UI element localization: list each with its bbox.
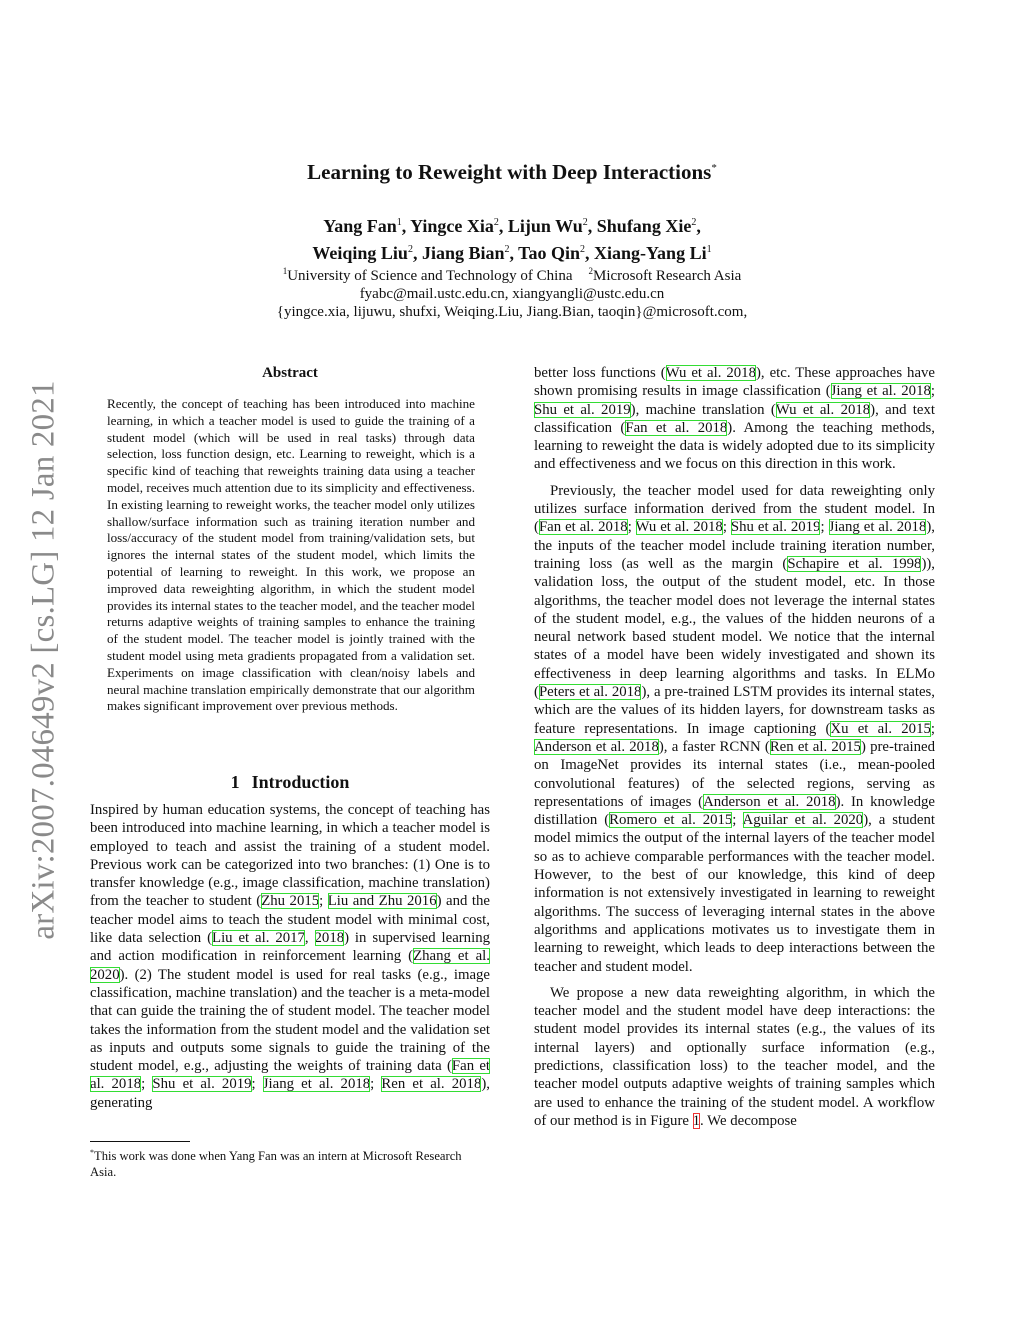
citation-link[interactable]: Shu et al. 2019 bbox=[152, 1076, 252, 1093]
citation-link[interactable]: Ren et al. 2018 bbox=[381, 1076, 482, 1093]
section-number: 1 bbox=[230, 772, 240, 792]
author-list bbox=[0, 211, 1024, 265]
intro-left-column bbox=[90, 801, 490, 1112]
author-name: Yang Fan bbox=[323, 216, 397, 236]
text-run: ), machine translation ( bbox=[630, 401, 776, 418]
intro-paragraph bbox=[90, 801, 490, 1112]
affil-1-name: University of Science and Technology of China bbox=[287, 268, 573, 284]
citation-link[interactable]: Jiang et al. 2018 bbox=[830, 383, 931, 400]
citation-link[interactable]: Romero et al. 2015 bbox=[609, 812, 733, 829]
text-run: ), a faster RCNN ( bbox=[658, 738, 770, 755]
citation-link[interactable]: Jiang et al. 2018 bbox=[828, 519, 927, 536]
citation-link[interactable]: Shu et al. 2019 bbox=[534, 401, 631, 418]
footnote-mark: * bbox=[90, 1148, 94, 1157]
footnote bbox=[90, 1145, 490, 1180]
text-run: ; bbox=[930, 383, 935, 400]
email-line-2: {yingce.xia, lijuwu, shufxi, Weiqing.Liu, Jiang.Bian, taoqin}@microsoft.com, bbox=[276, 304, 748, 320]
author-affil-sup: 1 bbox=[396, 217, 402, 228]
citation-link[interactable]: Shu et al. 2019 bbox=[730, 519, 821, 536]
body-paragraph bbox=[534, 984, 935, 1130]
text-run: ; bbox=[820, 519, 829, 536]
text-run: ), etc. These approaches have shown promising results in image classification ( bbox=[534, 365, 935, 400]
author-name: Weiqing Liu bbox=[312, 243, 408, 263]
paper-title bbox=[0, 160, 1024, 185]
citation-link[interactable]: Zhu 2015 bbox=[261, 893, 320, 910]
author-affil-sup: 2 bbox=[407, 244, 413, 255]
text-run: ; bbox=[930, 720, 935, 737]
text-run: ; bbox=[370, 1076, 382, 1093]
citation-link[interactable]: Anderson et al. 2018 bbox=[534, 738, 659, 755]
author-name: Lijun Wu bbox=[507, 216, 583, 236]
body-paragraph bbox=[534, 364, 935, 474]
author-name: Tao Qin bbox=[518, 243, 581, 263]
author-affil-sup: 2 bbox=[691, 217, 697, 228]
abstract-body: Recently, the concept of teaching has been introduced into machine learning, in which a teacher model is used to guide the training of a student model (which will be used in real tasks) through data selection, loss function design, etc. Learning to reweight, which is a specific kind of teaching that reweights training data using a teacher model, receives much attention due to its simplicity and effectiveness. In existing learning to reweight works, the teacher model only utilizes shallow/surface information such as training iteration number and loss/accuracy of the student model from training/validation sets, but ignores the internal states of the student model, which limits the potential of learning to reweight. In this work, we propose an improved data reweighting algorithm, in which the student model provides its internal states to the teacher model, and the teacher model returns adaptive weights of training samples to enhance the training of the student model. The teacher model is jointly trained with the student model using meta gradients propagated from a validation set. Experiments on image classification with clean/noisy labels and neural machine translation empirically demonstrate that our algorithm makes significant improvement over previous methods. bbox=[107, 396, 475, 714]
title-mark: * bbox=[711, 162, 717, 174]
affil-2-sup: 2 bbox=[588, 266, 593, 276]
citation-link[interactable]: Liu and Zhu 2016 bbox=[327, 893, 437, 910]
citation-link[interactable]: Jiang et al. 2018 bbox=[262, 1076, 371, 1093]
text-run: ; bbox=[722, 519, 731, 536]
text-run: ), a student model mimics the output of the internal layers of the teacher model so as to achieve comparable performances with the teacher model. However, to the best of our knowledge, this kind of deep information is not extensively investigated in learning to reweight algorithms. The success of leveraging internal states in the above algorithms and applications motivates us to investigate them in learning to reweight, which leads to deep interactions between the teacher and student model. bbox=[534, 812, 935, 975]
arxiv-id: arXiv:2007.04649v2 [cs.LG] 12 Jan 2021 bbox=[25, 380, 62, 940]
footnote-rule bbox=[90, 1141, 190, 1142]
citation-link[interactable]: Fan et al. 2018 bbox=[625, 419, 728, 436]
text-run: ). (2) The student model is used for real tasks (e.g., image classification, machine translation) and the teacher is a meta-model that can guide the training the of student model. The teacher model takes the information from the student model and the validation set as inputs and outputs some signals to guide the training of the student model, e.g., adjusting the weights of training data ( bbox=[90, 966, 490, 1075]
affil-1-sup: 1 bbox=[282, 266, 288, 276]
text-run: ), the inputs of the teacher model include training iteration number, training loss (as well as the margin ( bbox=[534, 519, 935, 572]
intro-right-column bbox=[534, 364, 935, 1130]
author-name: Jiang Bian bbox=[421, 243, 505, 263]
section-heading bbox=[90, 772, 490, 793]
citation-link[interactable]: Wu et al. 2018 bbox=[775, 401, 871, 418]
author-line-2: Weiqing Liu$^2$, Jiang Bian$^2$, Tao Qin$^2$, Xiang-Yang Li$^1$ bbox=[312, 243, 712, 263]
text-run: better loss functions ( bbox=[534, 365, 666, 381]
affil-2-name: Microsoft Research Asia bbox=[592, 268, 742, 284]
author-affil-sup: 2 bbox=[580, 244, 586, 255]
author-affil-sup: 2 bbox=[582, 217, 588, 228]
text-run: We propose a new data reweighting algorithm, in which the teacher model and the student model have deep interactions: the student model provides its internal states (e.g., the values of its internal layers) and optionally surface information (e.g., predictions, classification loss) to the teacher model, and the teacher model outputs adaptive weights of training samples which are used to enhance the training of the student model. A workflow of our method is in Figure bbox=[534, 984, 935, 1129]
text-run: ; bbox=[627, 519, 636, 536]
citation-link[interactable]: Zhang et al. 2020 bbox=[90, 948, 490, 983]
author-affil-sup: 2 bbox=[493, 217, 499, 228]
author-name: Yingce Xia bbox=[410, 216, 494, 236]
citation-link[interactable]: Schapire et al. 1998 bbox=[787, 555, 922, 572]
text-run: Inspired by human education systems, the concept of teaching has been introduced into machine learning, in which a teacher model is employed to teach and assist the training of a student model. Previous work can be categorized into two branches: (1) One is to transfer knowledge (e.g., image classification, machine translation) from the teacher to student ( bbox=[90, 802, 490, 910]
citation-link[interactable]: Peters et al. 2018 bbox=[538, 684, 642, 701]
citation-link[interactable]: Anderson et al. 2018 bbox=[703, 793, 836, 810]
section-title: Introduction bbox=[251, 772, 350, 792]
body-paragraph bbox=[534, 482, 935, 976]
text-run: ; bbox=[251, 1076, 263, 1093]
author-name: Shufang Xie bbox=[596, 216, 692, 236]
citation-link[interactable]: Fan et al. 2018 bbox=[538, 519, 628, 536]
figure-ref-link[interactable]: 1 bbox=[692, 1112, 701, 1129]
text-run: ). In knowledge distillation ( bbox=[534, 793, 936, 829]
text-run: ), and text classification ( bbox=[534, 401, 935, 436]
text-run: , bbox=[304, 930, 315, 947]
citation-link[interactable]: Liu et al. 2017 bbox=[212, 930, 305, 947]
arxiv-watermark bbox=[14, 360, 74, 960]
text-run: ). Among the teaching methods, learning to reweight the data is widely adopted due to its simplicity and effectiveness and we focus on this direction in this work. bbox=[534, 419, 935, 473]
text-run: Previously, the teacher model used for data reweighting only utilizes surface information derived from the student model. In ( bbox=[534, 482, 935, 536]
email-line-1: fyabc@mail.ustc.edu.cn, xiangyangli@ustc.edu.cn bbox=[359, 286, 665, 302]
citation-link[interactable]: Xu et al. 2015 bbox=[830, 720, 931, 737]
text-run: ) in supervised learning and action modification in reinforcement learning ( bbox=[90, 930, 490, 965]
abstract-heading: Abstract bbox=[262, 365, 318, 381]
footnote-text: This work was done when Yang Fan was an intern at Microsoft Research Asia. bbox=[90, 1149, 462, 1179]
title-text: Learning to Reweight with Deep Interactions bbox=[307, 160, 712, 184]
text-run: ) and the teacher model aims to teach the student model with minimal cost, like data selection ( bbox=[90, 893, 490, 947]
author-affil-sup: 2 bbox=[504, 244, 510, 255]
citation-link[interactable]: Wu et al. 2018 bbox=[635, 519, 723, 536]
author-affil-sup: 1 bbox=[706, 244, 712, 255]
text-run: ; bbox=[732, 812, 743, 829]
affiliations bbox=[0, 262, 1024, 321]
text-run: ), generating bbox=[90, 1076, 490, 1111]
affiliation-line bbox=[0, 262, 1024, 285]
text-run: ) pre-trained on ImageNet provides its internal states (i.e., mean-pooled convolutional features) of the selected regions, serving as representations of images ( bbox=[534, 738, 936, 810]
text-run: ), a pre-trained LSTM provides its internal states, which are the values of its hidden layers, for downstream tasks as feature representations. In image captioning ( bbox=[534, 684, 935, 737]
citation-link[interactable]: Fan et al. 2018 bbox=[90, 1058, 490, 1093]
text-run: ; bbox=[141, 1076, 153, 1093]
author-name: Xiang-Yang Li bbox=[594, 243, 707, 263]
citation-link[interactable]: Wu et al. 2018 bbox=[665, 365, 756, 381]
text-run: ; bbox=[319, 893, 328, 910]
text-run: . We decompose bbox=[700, 1112, 797, 1129]
text-run: )), validation loss, the output of the student model, etc. In those algorithms, the teacher model does not leverage the internal states of the student model, e.g., the values of the hidden neurons of a neural network based student model. We notice that the internal states of a model have been widely investigated and shown its effectiveness in deep learning algorithms and tasks. In ELMo ( bbox=[534, 555, 936, 701]
citation-link[interactable]: 2018 bbox=[314, 930, 345, 947]
citation-link[interactable]: Ren et al. 2015 bbox=[769, 738, 861, 755]
citation-link[interactable]: Aguilar et al. 2020 bbox=[742, 812, 864, 829]
author-line-1: Yang Fan$^1$, Yingce Xia$^2$, Lijun Wu$^2$, Shufang Xie$^2$, bbox=[323, 216, 701, 236]
